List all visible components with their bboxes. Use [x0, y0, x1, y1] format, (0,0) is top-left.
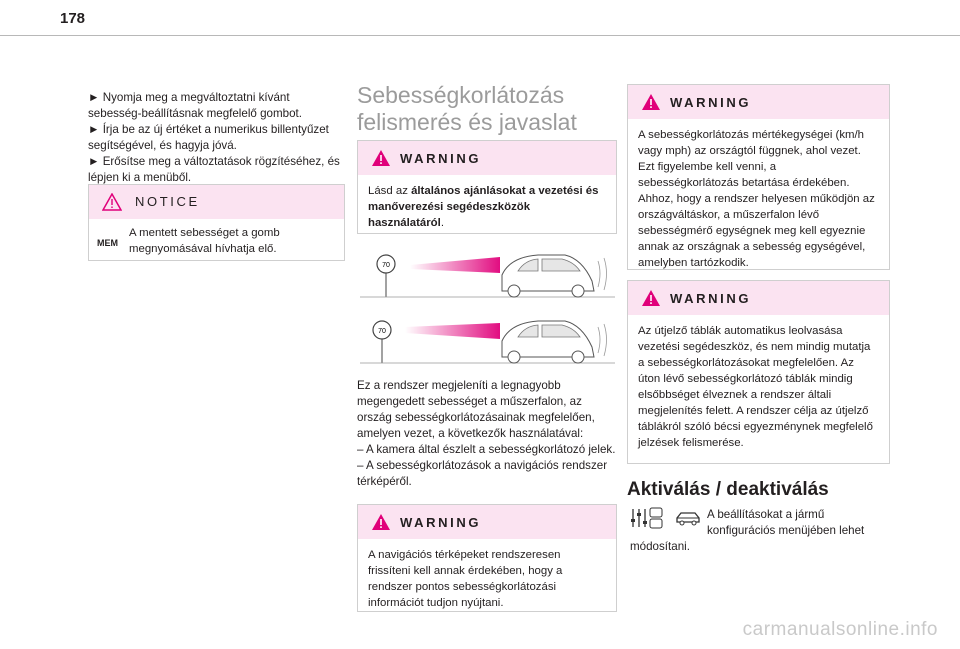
activation-heading: Aktiválás / deaktiválás [627, 479, 829, 500]
left-column [88, 90, 343, 186]
step-text: ► Nyomja meg a megváltoztatni kívánt sebesség-beállításnak megfelelő gombot. [88, 91, 302, 120]
notice-box [88, 184, 345, 261]
speed-sign-camera-diagram-1 [360, 247, 615, 299]
notice-label: NOTICE [135, 194, 200, 209]
warning-triangle-icon [641, 289, 661, 307]
car-settings-icon [675, 510, 701, 526]
notice-header [89, 185, 344, 219]
activation-text-bottom: módosítani. [630, 540, 690, 553]
step-text: ► Erősítse meg a változtatások rögzítéséhez, és lépjen ki a menüből. [88, 155, 340, 184]
paragraph-text: Ez a rendszer megjeleníti a legnagyobb megengedett sebességet a műszerfalon, az ország sebességkorlátozásainak megfelelően, amelyen vezet, a következők használatával: [357, 379, 595, 440]
notice-text: A mentett sebességet a gomb megnyomásával hívhatja elő. [129, 227, 280, 255]
warning-label: WARNING [400, 515, 482, 530]
page-number: 178 [60, 10, 86, 27]
warning-text: A navigációs térképeket rendszeresen frissíteni kell annak érdekében, hogy a rendszer pontos sebességkorlátozási információt tudjon nyújtani. [368, 549, 563, 609]
header-divider [0, 35, 960, 36]
warning-triangle-icon [102, 193, 122, 211]
watermark: carmanualsonline.info [742, 619, 938, 640]
warning-label: WARNING [670, 95, 752, 110]
activation-section [627, 479, 888, 501]
warning-triangle-icon [641, 93, 661, 111]
warning-box-2 [357, 504, 617, 612]
warning-triangle-icon [371, 149, 391, 167]
vehicle-settings-menu-icon [630, 507, 664, 529]
warning-label: WARNING [670, 291, 752, 306]
paragraph-text: – A sebességkorlátozások a navigációs rendszer térképéről. [357, 459, 608, 488]
description-paragraph [357, 378, 617, 490]
warning-text-bold: általános ajánlásokat a vezetési és manőverezési segédeszközök használatáról [368, 185, 599, 229]
warning-text: A sebességkorlátozás mértékegységei (km/h vagy mph) az országtól függnek, ahol vezet. Ezt figyelembe kell venni, a sebességkorlátozás betartása érdekében. Ahhoz, hogy a rendszer helyesen működjön az országváltáskor, a műszerfalon lévő sebességmérő egységnek meg kell egyeznie annak az országnak a sebesség egységével, amelyben tartózkodik. [638, 129, 875, 269]
warning-text [358, 175, 616, 240]
activation-text-line: konfigurációs menüjében lehet [707, 524, 865, 537]
warning-box-1 [357, 140, 617, 234]
speed-sign-camera-diagram-2 [360, 313, 615, 365]
step-text: ► Írja be az új értéket a numerikus billentyűzet segítségével, és hagyja jóvá. [88, 123, 329, 152]
warning-header [628, 85, 889, 119]
warning-text-end: . [440, 217, 444, 229]
mem-button-icon: MEM [97, 238, 118, 248]
title-line-1: Sebességkorlátozás [357, 82, 565, 108]
warning-header [358, 505, 616, 539]
sign-value: 70 [382, 262, 390, 269]
sign-value: 70 [378, 328, 386, 335]
activation-text-top [707, 507, 887, 539]
warning-label: WARNING [400, 151, 482, 166]
section-title [357, 82, 617, 136]
warning-text-plain: Lásd az [368, 185, 412, 197]
activation-text-line: A beállításokat a jármű [707, 508, 825, 521]
warning-triangle-icon [371, 513, 391, 531]
warning-box-3 [627, 84, 890, 270]
warning-header [358, 141, 616, 175]
paragraph-text: – A kamera által észlelt a sebességkorlátozó jelek. [357, 443, 616, 456]
warning-header [628, 281, 889, 315]
title-line-2: felismerés és javaslat [357, 109, 577, 135]
warning-box-4 [627, 280, 890, 464]
warning-text: Az útjelző táblák automatikus leolvasása vezetési segédeszköz, és nem mindig mutatja a sebességkorlátozásokat megfelelően. Az úton lévő sebességkorlátozó táblák mindig elsőbbséget élveznek a rendszer általi megjelenítés felett. A rendszer célja az útjelző táblákról szóló bécsi egyezménynek megfelelő jelzések felismerése. [638, 325, 873, 449]
